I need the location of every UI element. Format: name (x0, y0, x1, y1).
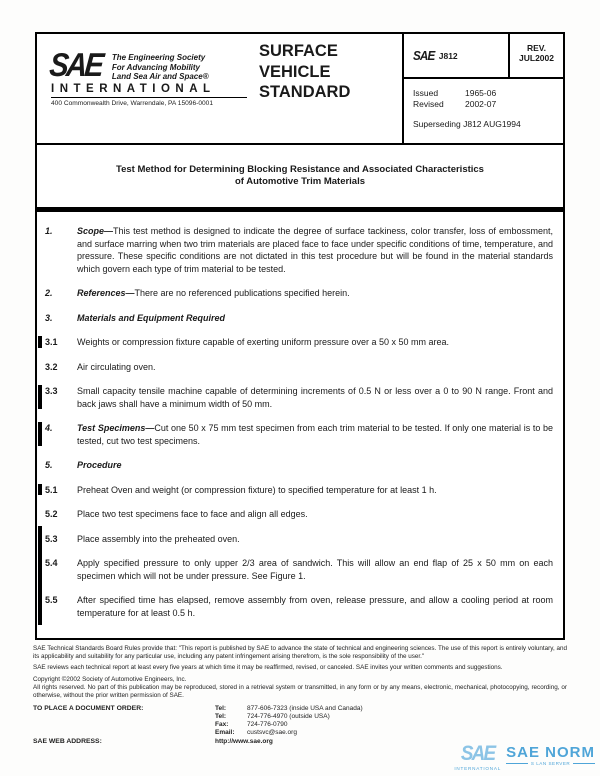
header-left-cell (37, 34, 404, 143)
sae-mini-logo-icon: SAE (413, 48, 435, 63)
change-bar (38, 336, 42, 348)
section-number: 5. (45, 460, 53, 470)
section-lead: Scope— (77, 226, 114, 236)
web-address-label: SAE WEB ADDRESS: (33, 738, 102, 746)
order-label: TO PLACE A DOCUMENT ORDER: (33, 705, 144, 713)
sae-logo-tagline (112, 50, 209, 82)
contact-value: custsvc@sae.org (247, 729, 297, 737)
paragraph-text: Small capacity tensile machine capable of determining increments of 0.5 N or less over a 0 to 90 N range. Front and back jaws shall have a minimum width of 50 mm. (77, 386, 553, 409)
issue-history-cell (404, 79, 563, 130)
rights-reserved-note: All rights reserved. No part of this publication may be reproduced, stored in a retrieval system or transmitted, in any form or by any means, electronic, mechanical, photocopying, recording, or otherwise, without the prior written permission of SAE. (33, 683, 567, 699)
tagline-line-2: For Advancing Mobility (111, 62, 201, 72)
section-number: 1. (45, 226, 53, 236)
paragraph-text: After specified time has elapsed, remove assembly from oven, release pressure, and allow a cooling period at room temperature for at least 0.5 h. (77, 595, 553, 618)
contact-row (215, 729, 363, 737)
standard-code-cell (404, 34, 510, 77)
document-type-title (259, 41, 350, 103)
section-lead: Materials and Equipment Required (77, 312, 226, 323)
revised-label: Revised (413, 99, 444, 109)
contact-label: Fax: (215, 721, 229, 729)
contact-row (215, 713, 363, 721)
sae-address: 400 Commonwealth Drive, Warrendale, PA 15096-0001 (51, 100, 213, 107)
section-number: 5.2 (45, 509, 58, 519)
body-paragraph (37, 533, 553, 546)
standard-title-line-2: of Automotive Trim Materials (234, 176, 366, 187)
doc-type-line-3: STANDARD (259, 83, 351, 101)
section-lead: References— (77, 288, 135, 298)
body-paragraph (37, 287, 553, 300)
section-lead: Test Specimens— (77, 423, 155, 433)
section-number: 3.2 (45, 361, 58, 372)
tsb-rules-note: SAE Technical Standards Board Rules provide that: "This report is published by SAE to advance the state of technical and engineering sciences. The use of this report is entirely voluntary, and its applicability and suitability for any particular use, including any patent infringement arising therefrom, is the sole responsibility of the user." (33, 645, 567, 660)
tagline-line-3: Land Sea Air and Space® (111, 72, 209, 81)
body-paragraph (37, 385, 553, 410)
standard-title (37, 145, 563, 207)
sae-norm-name: SAE NORM (506, 744, 595, 761)
doc-type-line-2: VEHICLE (259, 62, 331, 81)
paragraph-text: Place two test specimens face to face and align all edges. (77, 509, 308, 519)
document-header (37, 34, 563, 145)
paragraph-text: There are no referenced publications specified herein. (134, 288, 350, 298)
body-paragraph (37, 484, 553, 497)
section-number: 3.1 (45, 337, 58, 347)
tagline-dash-right (573, 763, 595, 764)
body-paragraph (37, 594, 553, 619)
tagline-dash-left (506, 763, 528, 764)
rev-label: REV. (526, 43, 547, 53)
web-address-value: http://www.sae.org (215, 738, 273, 746)
sae-logo-icon: SAE (47, 46, 104, 83)
section-number: 2. (45, 288, 53, 298)
contact-value: 724-776-0790 (247, 721, 288, 729)
standard-number: J812 (438, 50, 458, 61)
sae-international-label: INTERNATIONAL (51, 82, 216, 95)
sae-norm-watermark (454, 744, 595, 771)
copyright-line: Copyright ©2002 Society of Automotive Engineers, Inc. (33, 676, 187, 684)
rev-value: JUL2002 (519, 53, 554, 63)
section-number: 4. (45, 423, 53, 433)
header-code-row (404, 34, 563, 79)
body-paragraph (37, 459, 553, 472)
change-bar (38, 526, 42, 552)
logo-divider (51, 97, 247, 98)
change-bar (38, 550, 42, 588)
sae-logo-top (47, 46, 261, 83)
section-number: 3. (45, 312, 53, 323)
body-paragraph (37, 557, 553, 582)
revised-row (413, 99, 563, 110)
paragraph-text: Weights or compression fixture capable of exerting uniform pressure over a 50 x 50 mm area. (77, 337, 450, 347)
issued-label: Issued (413, 88, 439, 98)
sae-logo (47, 46, 261, 107)
contact-list (215, 705, 363, 737)
document-body (37, 212, 563, 619)
contact-value: 724-776-4970 (outside USA) (247, 713, 330, 721)
section-number: 5.1 (45, 484, 58, 495)
paragraph-text: Cut one 50 x 75 mm test specimen from each trim material to be tested. If only one material is to be tested, cut two test specimens. (77, 423, 553, 446)
section-number: 3.3 (45, 386, 58, 396)
body-paragraph (37, 361, 553, 374)
doc-type-line-1: SURFACE (259, 42, 338, 60)
issued-row (413, 88, 563, 99)
contact-row (215, 721, 363, 729)
tagline-line-1: The Engineering Society (111, 53, 206, 62)
watermark-tagline: S LAN SERVER (530, 761, 571, 766)
document-order-row (33, 705, 567, 737)
section-number: 5.3 (45, 533, 58, 544)
standard-title-line-1: Test Method for Determining Blocking Resistance and Associated Characteristics (116, 163, 484, 175)
sae-norm-logo-icon: SAE (461, 742, 495, 765)
issued-date: 1965-06 (465, 88, 497, 98)
paragraph-text: Preheat Oven and weight (or compression fixture) to specified temperature for at least 1 h. (77, 484, 437, 495)
change-bar (38, 587, 42, 625)
change-bar (38, 484, 42, 496)
header-right-cell (404, 34, 563, 143)
watermark-right (506, 744, 595, 766)
change-bar (38, 422, 42, 446)
paragraph-text: Apply specified pressure to only upper 2/3 area of sandwich. This will allow an end flap of 25 x 50 mm on each specimen which will not be under pressure. See Figure 1. (77, 558, 553, 581)
watermark-international-label: INTERNATIONAL (454, 766, 502, 771)
contact-label: Tel: (215, 705, 227, 713)
body-paragraph (37, 508, 553, 521)
contact-row (215, 705, 363, 713)
superseding-note: Superseding J812 AUG1994 (413, 119, 521, 129)
revised-date: 2002-07 (465, 99, 497, 109)
contact-label: Email: (215, 729, 235, 737)
paragraph-text: This test method is designed to indicate the degree of surface tackiness, color transfer, loss of embossment, and surface marring when two trim materials are placed face to face under specific conditions of time, temperature, and pressure. These specific conditions are not dictated in this test procedure but will be found in the material standards which govern each type of trim material to be tested. (77, 226, 553, 274)
watermark-left (454, 744, 501, 771)
paragraph-text: Air circulating oven. (77, 361, 156, 372)
body-paragraph (37, 336, 553, 349)
paragraph-text: Place assembly into the preheated oven. (77, 533, 240, 544)
body-paragraph (37, 225, 553, 275)
section-number: 5.5 (45, 595, 58, 605)
contact-label: Tel: (215, 713, 227, 721)
revision-cell (510, 34, 563, 77)
tsb-review-note: SAE reviews each technical report at least every five years at which time it may be reaffirmed, revised, or canceled. SAE invites your written comments and suggestions. (33, 664, 503, 672)
change-bar (38, 385, 42, 409)
document-footer (33, 645, 567, 746)
watermark-tagline-row (506, 761, 595, 766)
body-paragraph (37, 312, 553, 325)
standard-document-frame (35, 32, 565, 640)
body-paragraph (37, 422, 553, 447)
section-number: 5.4 (45, 558, 58, 568)
section-lead: Procedure (77, 460, 122, 470)
contact-value: 877-606-7323 (inside USA and Canada) (247, 705, 363, 713)
